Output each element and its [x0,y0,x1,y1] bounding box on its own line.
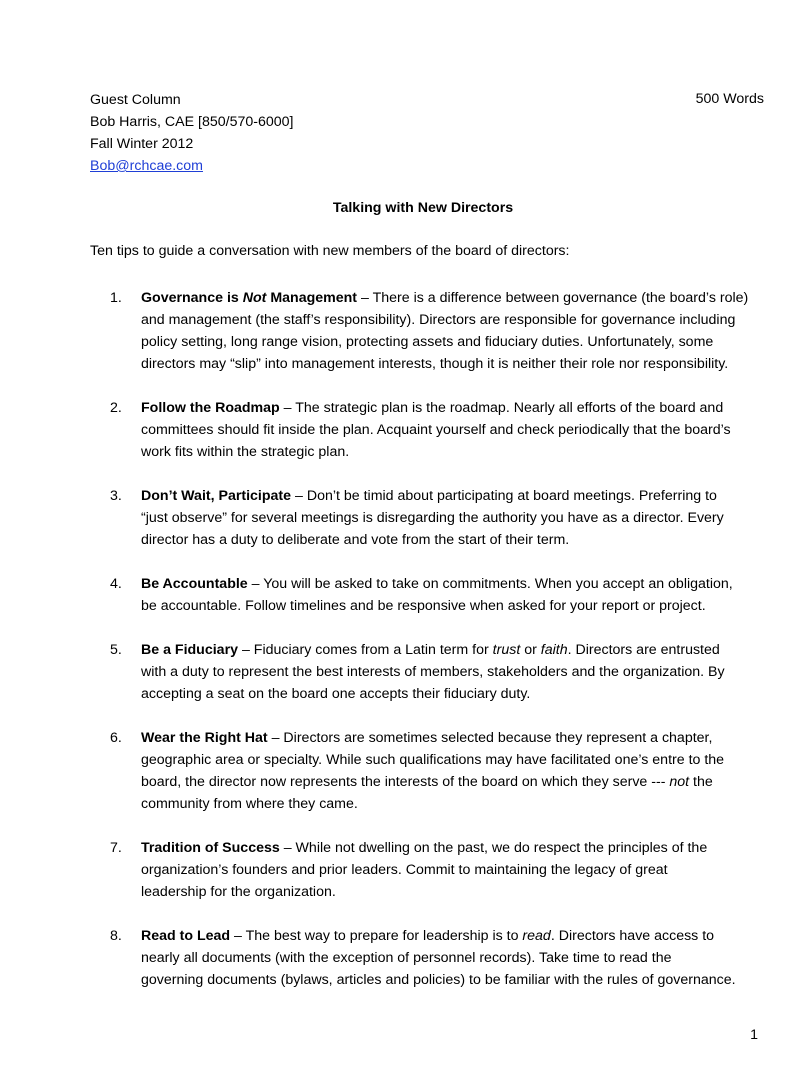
tip-title: Governance is Not Management [141,290,358,306]
tip-text: leadership for the organization. [141,884,336,900]
tip-number: 7. [110,840,122,856]
tip-text: nearly all documents (with the exception of personnel records). Take time to read the [141,950,672,966]
tip-item [110,287,770,375]
issue-label: Fall Winter 2012 [90,136,194,152]
tip-text: board, the director now represents the interests of the board on which they serve --- [141,774,670,790]
tip-title: Be a Fiduciary [141,642,238,658]
tip-item [110,485,770,551]
tip-item [110,397,770,463]
tip-item: 8. Read to Lead – The best way to prepare for leadership is to read. Directors have access to nearly all documents (with the exception of personnel records). Take time to read the governing documents (bylaws, articles and policies) to be familiar with the rules of governance. [110,925,770,991]
tip-text: – There is a difference between governance (the board’s role) [357,290,749,306]
tip-text: – Directors are sometimes selected because they represent a chapter, [267,730,713,746]
column-type: Guest Column [90,92,181,108]
tip-item [110,573,770,617]
tip-text: accepting a seat on the board one accepts their fiduciary duty. [141,686,531,702]
tip-number: 4. [110,576,122,592]
tip-text: director has a duty to deliberate and vote from the start of their term. [141,532,570,548]
tip-number: 6. [110,730,122,746]
author-line: Bob Harris, CAE [850/570-6000] [90,114,294,130]
tip-item: 6. Wear the Right Hat – Directors are sometimes selected because they represent a chapter, geographic area or specialty. While such qualifications may have facilitated one’s entre to the board, the director now represents the interests of the board on which they serve --- not the community from where they came. [110,727,770,815]
page-number: 1 [750,1027,758,1043]
tip-text: committees should fit inside the plan. Acquaint yourself and check periodically that the board’s [141,422,731,438]
tip-text: – While not dwelling on the past, we do respect the principles of the [279,840,708,856]
tip-emphasis: read [522,928,551,944]
tip-text: geographic area or specialty. While such qualifications may have facilitated one’s entre to the [141,752,725,768]
tip-item [110,837,770,903]
tips-list [110,287,770,1013]
tip-emphasis: not [669,774,690,790]
tip-text: governing documents (bylaws, articles and policies) to be familiar with the rules of governance. [141,972,736,988]
tip-text: with a duty to represent the best interests of members, stakeholders and the organization. By [141,664,725,680]
tip-title: Be Accountable [141,576,248,592]
tip-text: be accountable. Follow timelines and be responsive when asked for your report or project. [141,598,706,614]
tip-text: – You will be asked to take on commitments. When you accept an obligation, [247,576,733,592]
tip-text: directors may “slip” into management interests, though it is neither their role nor responsibility. [141,356,729,372]
tip-text: work fits within the strategic plan. [141,444,350,460]
tip-title: Don’t Wait, Participate [141,488,292,504]
tip-number: 2. [110,400,122,416]
tip-number: 1. [110,290,122,306]
tip-text: and management (the staff’s responsibility). Directors are responsible for governance including [141,312,736,328]
word-count: 500 Words [695,91,764,107]
tip-emphasis: trust [492,642,521,658]
tip-title: Wear the Right Hat [141,730,268,746]
tip-text: – The strategic plan is the roadmap. Nearly all efforts of the board and [279,400,724,416]
tip-text: “just observe” for several meetings is disregarding the authority you have as a director. Every [141,510,724,526]
tip-title: Read to Lead [141,928,231,944]
tip-number: 8. [110,928,122,944]
tip-text: – The best way to prepare for leadership is to [230,928,523,944]
intro-paragraph: Ten tips to guide a conversation with new members of the board of directors: [90,243,570,259]
tip-text: community from where they came. [141,796,358,812]
author-email-link[interactable]: Bob@rchcae.com [90,158,203,174]
tip-title: Follow the Roadmap [141,400,280,416]
tip-number: 3. [110,488,122,504]
tip-text: policy setting, long range vision, protecting assets and fiduciary duties. Unfortunately, some [141,334,714,350]
tip-item: 5. Be a Fiduciary – Fiduciary comes from a Latin term for trust or faith. Directors are entrusted with a duty to represent the best interests of members, stakeholders and the organization. By accepting a seat on the board one accepts their fiduciary duty. [110,639,770,705]
document-title: Talking with New Directors [332,200,514,216]
column-header [90,89,293,177]
tip-number: 5. [110,642,122,658]
tip-text: – Don’t be timid about participating at board meetings. Preferring to [291,488,717,504]
tip-emphasis: faith [540,642,568,658]
tip-text: organization’s founders and prior leaders. Commit to maintaining the legacy of great [141,862,668,878]
tip-text: – Fiduciary comes from a Latin term for [238,642,493,658]
tip-title: Tradition of Success [141,840,280,856]
